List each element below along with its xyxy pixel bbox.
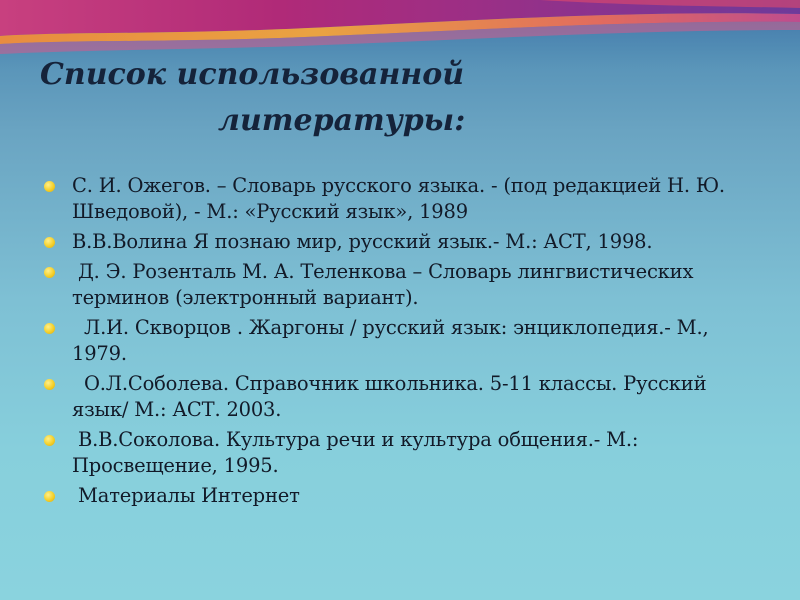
bullet-icon — [44, 435, 55, 446]
list-item — [44, 229, 764, 255]
list-item-text: В.В.Соколова. Культура речи и культура общения.- М.: Просвещение, 1995. — [72, 428, 645, 477]
slide-title — [0, 52, 800, 144]
list-item-text: В.В.Волина Я познаю мир, русский язык.- М.: АСТ, 1998. — [72, 230, 653, 253]
bullet-icon — [44, 323, 55, 334]
reference-list — [44, 173, 764, 513]
bullet-icon — [44, 491, 55, 502]
bullet-icon — [44, 379, 55, 390]
list-item-text: Материалы Интернет — [72, 484, 300, 507]
slide-title-line2: литературы: — [218, 103, 466, 138]
list-item — [44, 371, 764, 423]
list-item — [44, 173, 764, 225]
bullet-icon — [44, 181, 55, 192]
list-item — [44, 427, 764, 479]
bullet-icon — [44, 267, 55, 278]
list-item-text: Л.И. Скворцов . Жаргоны / русский язык: энциклопедия.- М., 1979. — [72, 316, 715, 365]
bullet-icon — [44, 237, 55, 248]
list-item-text: Д. Э. Розенталь М. А. Теленкова – Словарь лингвистических терминов (электронный вариант). — [72, 260, 700, 309]
list-item-text: С. И. Ожегов. – Словарь русского языка. - (под редакцией Н. Ю. Шведовой), - М.: «Русский язык», 1989 — [72, 174, 731, 223]
list-item — [44, 483, 764, 509]
slide-title-line1: Список использованной — [40, 57, 465, 92]
list-item-text: О.Л.Соболева. Справочник школьника. 5-11 классы. Русский язык/ М.: АСТ. 2003. — [72, 372, 713, 421]
list-item — [44, 259, 764, 311]
list-item — [44, 315, 764, 367]
